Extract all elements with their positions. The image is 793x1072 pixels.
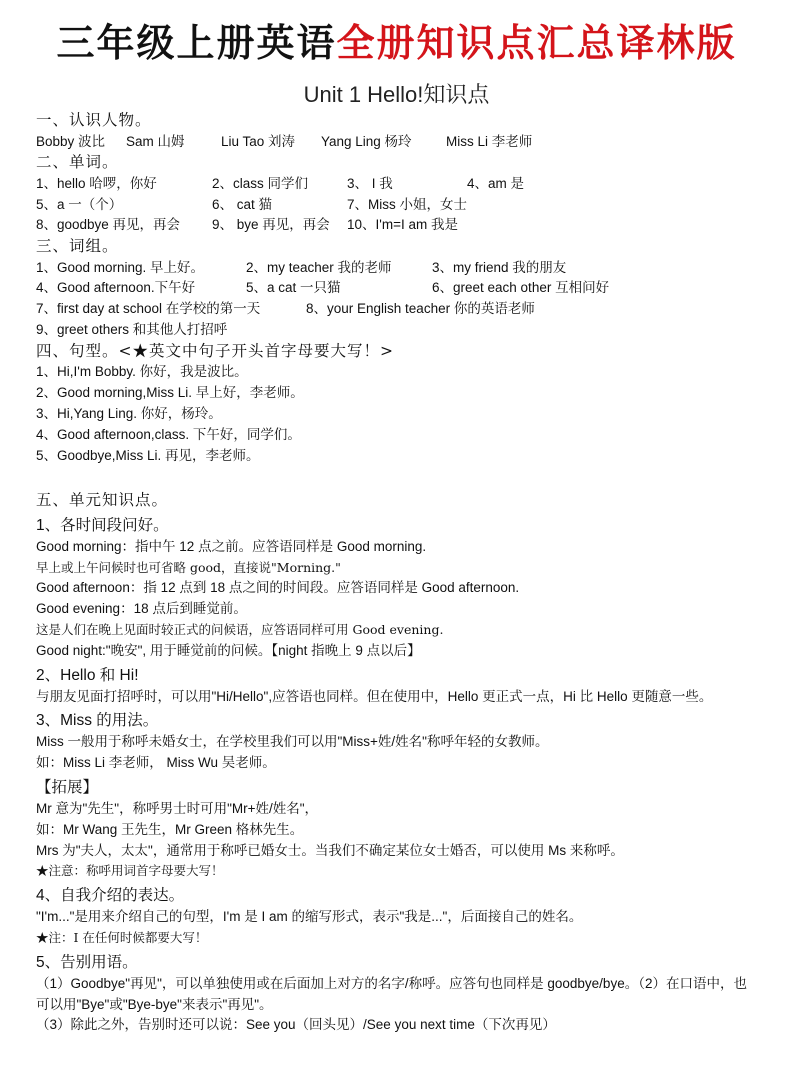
knowledge-line: Good afternoon：指 12 点到 18 点之间的时间段。应答语同样是 Good afternoon. [36, 580, 520, 596]
words-row [36, 195, 758, 216]
knowledge-heading-hello-hi: 2、Hello 和 Hi! [36, 666, 139, 684]
section-heading-people: 一、认识人物。 [36, 111, 152, 129]
word-item: 4、am 是 [467, 175, 525, 191]
sentence-line: 1、Hi,I'm Bobby. 你好，我是波比。 [36, 364, 248, 380]
extension-line: 如：Mr Wang 王先生，Mr Green 格林先生。 [36, 821, 304, 837]
person-item: Yang Ling 杨玲 [321, 133, 412, 149]
page-title [0, 12, 793, 67]
knowledge-line: 早上或上午问候时也可省略 good，直接说"Morning." [36, 559, 341, 575]
phrase-item: 5、a cat 一只猫 [246, 280, 341, 296]
knowledge-line: "I'm..."是用来介绍自己的句型，I'm 是 I am 的缩写形式，表示"我是..."，后面接自己的姓名。 [36, 909, 583, 925]
word-item: 2、class 同学们 [212, 175, 309, 191]
phrase-item: 6、greet each other 互相问好 [432, 280, 610, 296]
sentence-line: 2、Good morning,Miss Li. 早上好，李老师。 [36, 385, 304, 401]
word-item: 10、I'm=I am 我是 [347, 217, 458, 233]
knowledge-heading-miss: 3、Miss 的用法。 [36, 712, 159, 730]
phrase-item: 9、greet others 和其他人打招呼 [36, 322, 228, 338]
section-heading-words: 二、单词。 [36, 153, 119, 172]
word-item: 1、hello 哈啰，你好 [36, 175, 157, 191]
words-row [36, 215, 758, 236]
word-item: 3、 I 我 [347, 175, 393, 191]
extension-line: Mr 意为"先生"，称呼男士时可用"Mr+姓/姓名"， [36, 801, 319, 817]
word-item: 5、a 一（个） [36, 196, 123, 212]
sentence-line: 5、Goodbye,Miss Li. 再见，李老师。 [36, 447, 260, 463]
knowledge-note: ★注：I 在任何时候都要大写！ [36, 930, 208, 946]
section-heading-phrases: 三、词组。 [36, 237, 119, 256]
word-item: 7、Miss 小姐，女士 [347, 196, 468, 212]
person-item: Sam 山姆 [126, 133, 185, 149]
section-heading-sentences: 四、句型。<★英文中句子开头首字母要大写！> [36, 341, 394, 360]
title-part-red: 全册知识点汇总译林版 [336, 21, 737, 65]
phrase-item: 7、first day at school 在学校的第一天 [36, 301, 261, 317]
knowledge-line-partial: （3）除此之外，告别时还可以说：See you（回头见）/See you next time（下次再见） [36, 1017, 556, 1033]
people-row [36, 132, 758, 153]
knowledge-line: 这是人们在晚上见面时较正式的问候语，应答语同样可用 Good evening. [36, 622, 444, 638]
phrases-row [36, 258, 758, 279]
knowledge-line: Good evening：18 点后到睡觉前。 [36, 601, 247, 617]
knowledge-line: Good morning：指中午 12 点之前。应答语同样是 Good morning. [36, 538, 427, 554]
knowledge-heading-farewell: 5、告别用语。 [36, 953, 138, 971]
knowledge-paragraph: （1）Goodbye"再见"，可以单独使用或在后面加上对方的名字/称呼。应答句也同样是 goodbye/bye。（2）在口语中，也可以用"Bye"或"Bye-bye"来表示"再见"。 [36, 975, 747, 1012]
extension-heading: 【拓展】 [36, 779, 99, 797]
word-item: 6、 cat 猫 [212, 196, 273, 212]
phrase-item: 2、my teacher 我的老师 [246, 259, 392, 275]
knowledge-line: 如：Miss Li 李老师， Miss Wu 吴老师。 [36, 755, 276, 771]
person-item: Bobby 波比 [36, 133, 106, 149]
title-part-black: 三年级上册英语 [56, 21, 337, 65]
extension-line: Mrs 为"夫人，太太"，通常用于称呼已婚女士。当我们不确定某位女士婚否，可以使用 Ms 来称呼。 [36, 842, 624, 858]
phrase-item: 8、your English teacher 你的英语老师 [306, 301, 535, 317]
spacer [36, 466, 758, 490]
knowledge-line: Miss 一般用于称呼未婚女士，在学校里我们可以用"Miss+姓/姓名"称呼年轻的女教师。 [36, 734, 549, 750]
extension-note: ★注意：称呼用词首字母要大写！ [36, 863, 224, 879]
content [36, 110, 758, 1036]
knowledge-paragraph: 与朋友见面打招呼时，可以用"Hi/Hello",应答语也同样。但在使用中，Hello 更正式一点，Hi 比 Hello 更随意一些。 [36, 688, 713, 704]
word-item: 8、goodbye 再见，再会 [36, 217, 181, 233]
person-item: Liu Tao 刘涛 [221, 133, 296, 149]
phrases-row [36, 320, 758, 341]
knowledge-line: Good night:"晚安", 用于睡觉前的问候。【night 指晚上 9 点以后】 [36, 642, 421, 658]
phrases-row [36, 299, 758, 320]
sentence-line: 3、Hi,Yang Ling. 你好，杨玲。 [36, 405, 222, 421]
sentence-line: 4、Good afternoon,class. 下午好，同学们。 [36, 426, 301, 442]
unit-subtitle: Unit 1 Hello!知识点 [303, 82, 490, 107]
words-row [36, 174, 758, 195]
knowledge-heading-self-intro: 4、自我介绍的表达。 [36, 887, 185, 905]
knowledge-heading-greetings: 1、各时间段问好。 [36, 516, 169, 534]
phrases-row [36, 278, 758, 299]
word-item: 9、 bye 再见，再会 [212, 217, 330, 233]
phrase-item: 3、my friend 我的朋友 [432, 259, 567, 275]
person-item: Miss Li 李老师 [446, 133, 533, 149]
phrase-item: 1、Good morning. 早上好。 [36, 259, 205, 275]
section-heading-knowledge: 五、单元知识点。 [36, 491, 169, 510]
phrase-item: 4、Good afternoon.下午好 [36, 280, 196, 296]
